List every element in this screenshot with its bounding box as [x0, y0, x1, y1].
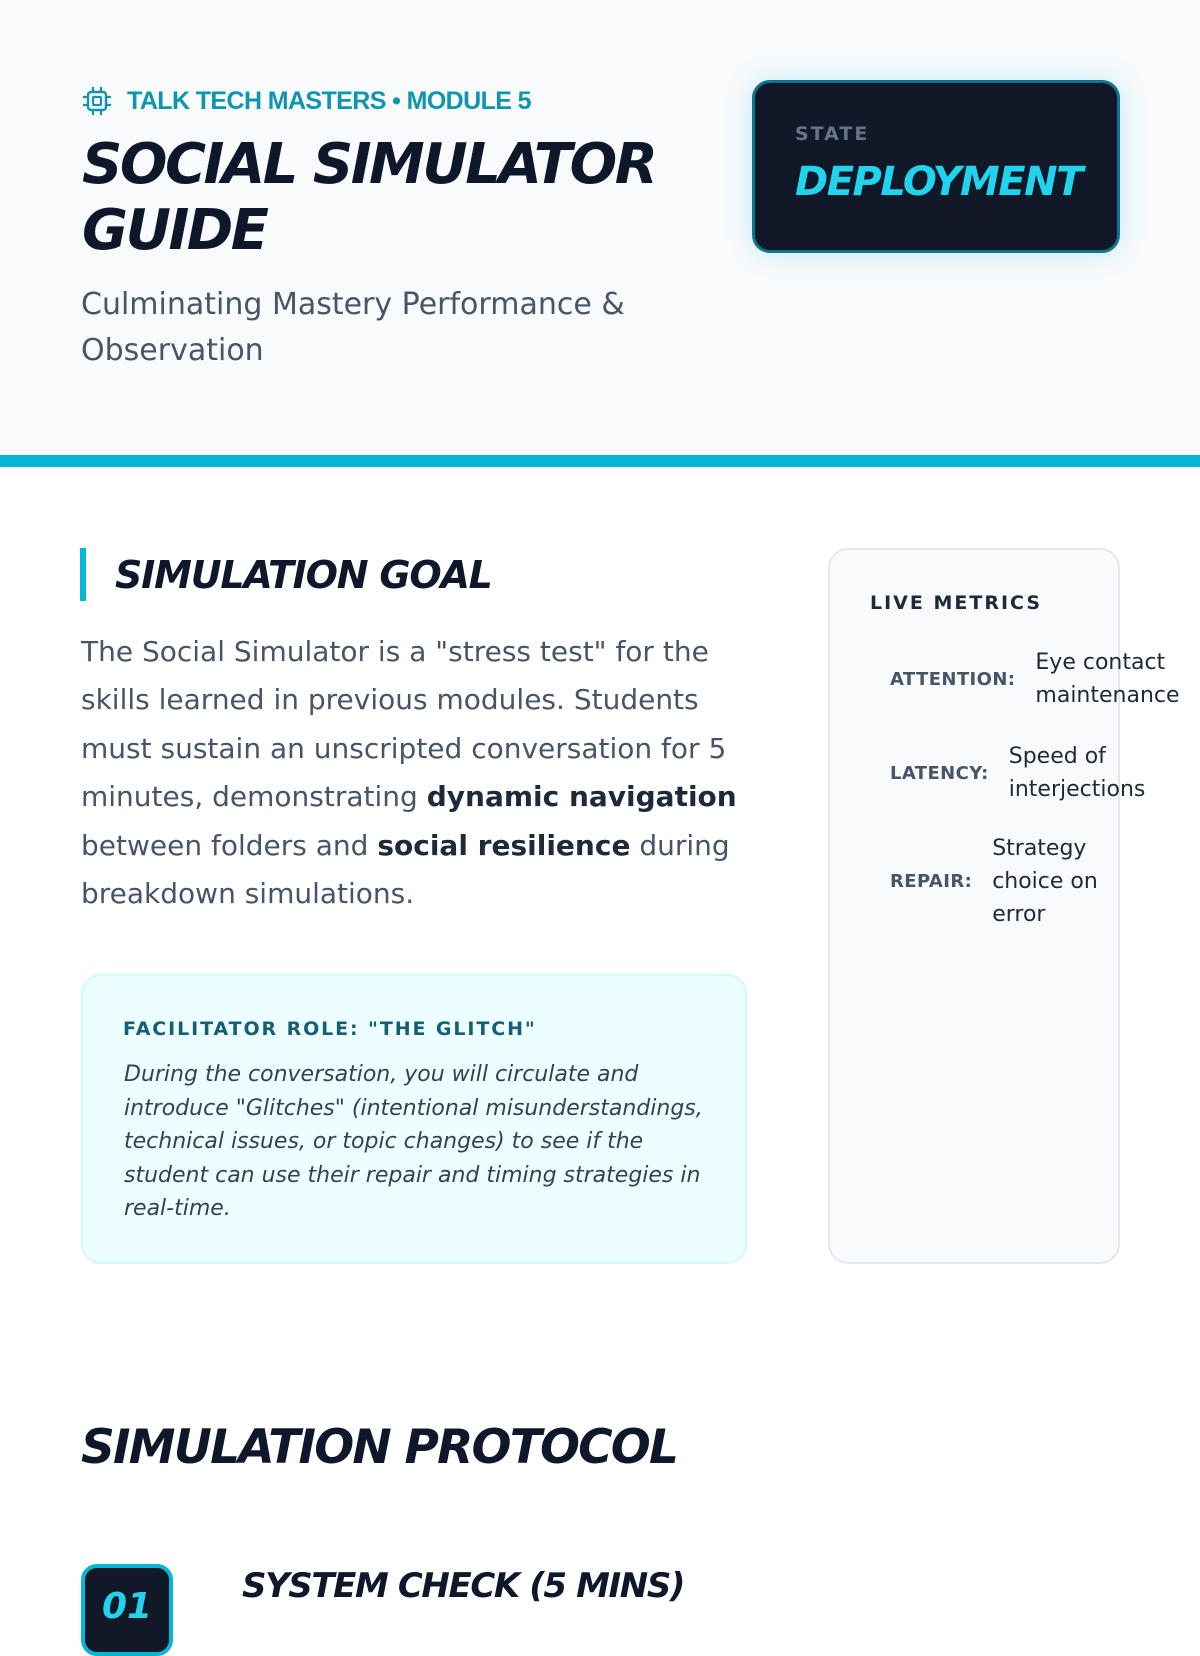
goal-text [81, 628, 741, 918]
state-value: DEPLOYMENT [795, 159, 1082, 205]
metric-label: LATENCY: [890, 762, 989, 784]
page-title: SOCIAL SIMULATOR GUIDE [82, 132, 656, 263]
live-metrics-panel [828, 548, 1180, 1264]
metric-value: Strategy choice on error [992, 836, 1098, 927]
facilitator-callout [81, 974, 747, 1264]
goal-text-part: The Social Simulator is a "stress test" for the skills learned in previous modules. Students must sustain an unscripted conversation for 5 minutes, demonstrating [81, 635, 727, 814]
header [0, 0, 1200, 455]
metric-label: REPAIR: [890, 871, 973, 892]
state-label: STATE [795, 123, 870, 145]
page-subtitle: Culminating Mastery Performance & Observation [81, 287, 625, 368]
metrics-title: LIVE METRICS [870, 592, 1043, 614]
goal-text-part: between folders and [81, 828, 378, 862]
metric-repair [890, 832, 1102, 931]
metric-value: Eye contact maintenance [1035, 650, 1180, 708]
metric-label: ATTENTION: [890, 668, 1016, 690]
step-number-badge [81, 1564, 173, 1656]
goal-heading: SIMULATION GOAL [115, 552, 492, 597]
facilitator-title: FACILITATOR ROLE: "THE GLITCH" [123, 1018, 537, 1040]
eyebrow [81, 84, 531, 118]
header-divider [0, 455, 1200, 467]
protocol-heading: SIMULATION PROTOCOL [81, 1420, 678, 1475]
metric-latency [890, 740, 1159, 806]
metric-value: Speed of interjections [1008, 744, 1146, 802]
eyebrow-text: TALK TECH MASTERS • MODULE 5 [127, 86, 531, 115]
goal-text-part: during breakdown simulations. [81, 828, 730, 911]
facilitator-body: During the conversation, you will circulate and introduce "Glitches" (intentional misunderstandings, technical issues, or topic changes) to see if the student can use their repair and timing strategies in real-time. [124, 1062, 703, 1221]
state-card [752, 80, 1120, 253]
step-number: 01 [101, 1586, 153, 1627]
goal-text-bold: social resilience [377, 828, 631, 862]
chip-icon [81, 85, 113, 117]
goal-text-bold: dynamic navigation [426, 780, 737, 814]
goal-accent-bar [80, 548, 86, 601]
metric-attention [890, 646, 1193, 712]
step-title: SYSTEM CHECK (5 MINS) [242, 1566, 685, 1606]
